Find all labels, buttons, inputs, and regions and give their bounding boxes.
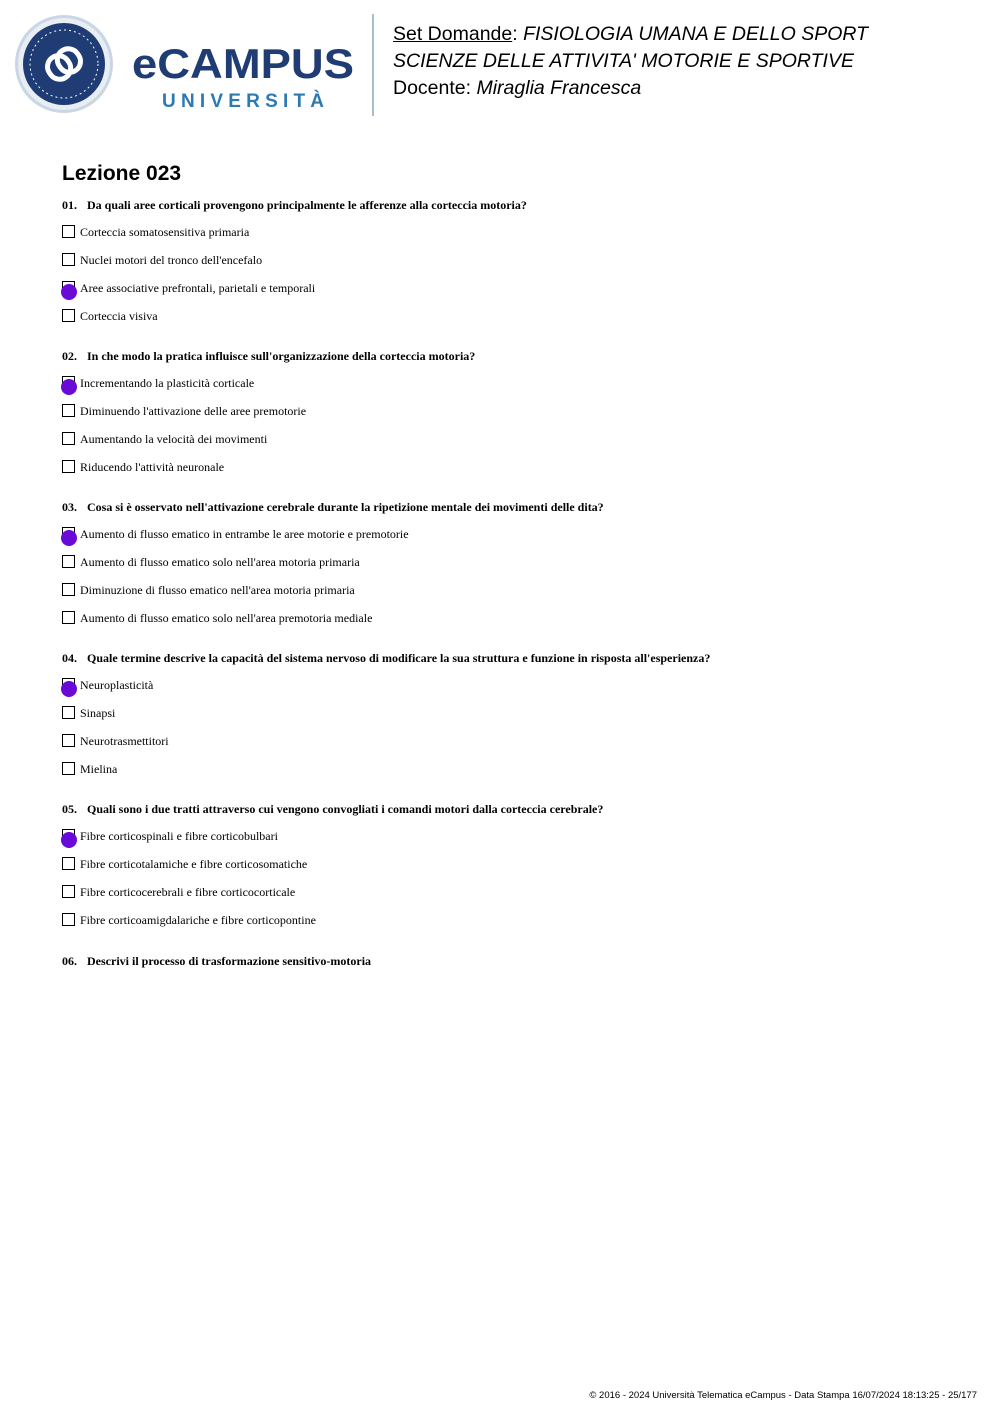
answer-checkbox[interactable]: [62, 857, 75, 870]
answer-checkbox[interactable]: [62, 583, 75, 596]
question-6: [62, 954, 371, 969]
answer-checkbox[interactable]: [62, 611, 75, 624]
answer-checkbox[interactable]: [62, 432, 75, 445]
course-program: SCIENZE DELLE ATTIVITA' MOTORIE E SPORTIVE: [393, 50, 854, 72]
answer-label: Fibre corticocerebrali e fibre corticocorticale: [80, 885, 296, 899]
answer-label: Neurotrasmettitori: [80, 734, 169, 748]
answer-label: Aree associative prefrontali, parietali e temporali: [80, 281, 316, 295]
answer-label: Diminuendo l'attivazione delle aree premotorie: [80, 404, 307, 418]
answer-checkbox[interactable]: [62, 555, 75, 568]
question-number: 01.: [62, 198, 77, 212]
answer-checkbox[interactable]: [62, 253, 75, 266]
answer-label: Aumentando la velocità dei movimenti: [80, 432, 268, 446]
answer-checkbox[interactable]: [62, 225, 75, 238]
teacher-label: Docente: [393, 77, 466, 99]
answer-label: Aumento di flusso ematico solo nell'area premotoria mediale: [80, 611, 373, 625]
answer-checkbox[interactable]: [62, 404, 75, 417]
answer-label: Incrementando la plasticità corticale: [80, 376, 255, 390]
answer-checkbox[interactable]: [62, 734, 75, 747]
question-number: 03.: [62, 500, 77, 514]
answer-label: Diminuzione di flusso ematico nell'area motoria primaria: [80, 583, 355, 597]
question-text: In che modo la pratica influisce sull'organizzazione della corteccia motoria?: [87, 349, 476, 363]
answer-checkbox[interactable]: [62, 913, 75, 926]
question-4: [62, 651, 710, 666]
header-divider: [372, 14, 374, 116]
question-5: [62, 802, 603, 817]
question-3: [62, 500, 604, 515]
ecampus-wordmark-logo: [132, 40, 357, 112]
teacher-name: Miraglia Francesca: [476, 77, 642, 99]
ecampus-seal-logo: [14, 14, 114, 114]
lesson-title: Lezione 023: [62, 162, 182, 185]
set-label: Set Domande: [393, 23, 513, 45]
logo-word-top: eCAMPUS: [132, 40, 354, 87]
course-title: FISIOLOGIA UMANA E DELLO SPORT: [523, 23, 869, 45]
question-2: [62, 349, 475, 364]
answer-label: Fibre corticoamigdalariche e fibre corticopontine: [80, 913, 316, 927]
answer-checkbox[interactable]: [62, 460, 75, 473]
answer-checkbox[interactable]: [62, 885, 75, 898]
selected-answer-marker: [61, 379, 77, 395]
answer-label: Fibre corticospinali e fibre corticobulbari: [80, 829, 278, 843]
question-number: 04.: [62, 651, 77, 665]
answer-label: Mielina: [80, 762, 118, 776]
answer-checkbox[interactable]: [62, 309, 75, 322]
answer-checkbox[interactable]: [62, 706, 75, 719]
selected-answer-marker: [61, 681, 77, 697]
question-text: Descrivi il processo di trasformazione sensitivo-motoria: [87, 954, 372, 968]
logo-word-bottom: UNIVERSITÀ: [162, 91, 324, 112]
answer-label: Aumento di flusso ematico in entrambe le aree motorie e premotorie: [80, 527, 409, 541]
selected-answer-marker: [61, 284, 77, 300]
answer-label: Sinapsi: [80, 706, 116, 720]
answer-label: Nuclei motori del tronco dell'encefalo: [80, 253, 263, 267]
answer-checkbox[interactable]: [62, 762, 75, 775]
answer-label: Corteccia somatosensitiva primaria: [80, 225, 250, 239]
answer-label: Neuroplasticità: [80, 678, 154, 692]
question-number: 05.: [62, 802, 77, 816]
question-text: Cosa si è osservato nell'attivazione cerebrale durante la ripetizione mentale dei movimenti delle dita?: [87, 500, 604, 514]
question-text: Quale termine descrive la capacità del sistema nervoso di modificare la sua struttura e funzione in risposta all'esperienza?: [87, 651, 711, 665]
selected-answer-marker: [61, 832, 77, 848]
page-footer: © 2016 - 2024 Università Telematica eCampus - Data Stampa 16/07/2024 18:13:25 - 25/177: [589, 1390, 977, 1401]
answer-label: Fibre corticotalamiche e fibre corticosomatiche: [80, 857, 308, 871]
question-text: Da quali aree corticali provengono principalmente le afferenze alla corteccia motoria?: [87, 198, 527, 212]
question-1: [62, 198, 527, 213]
answer-label: Aumento di flusso ematico solo nell'area motoria primaria: [80, 555, 360, 569]
answer-label: Corteccia visiva: [80, 309, 158, 323]
header-info: Set Domande: FISIOLOGIA UMANA E DELLO SPORT SCIENZE DELLE ATTIVITA' MOTORIE E SPORTIVE Docente: Miraglia Francesca: [393, 23, 869, 99]
question-text: Quali sono i due tratti attraverso cui vengono convogliati i comandi motori dalla corteccia cerebrale?: [87, 802, 604, 816]
page-header: [0, 0, 1000, 130]
question-number: 02.: [62, 349, 77, 363]
selected-answer-marker: [61, 530, 77, 546]
answer-label: Riducendo l'attività neuronale: [80, 460, 225, 474]
question-number: 06.: [62, 954, 77, 968]
